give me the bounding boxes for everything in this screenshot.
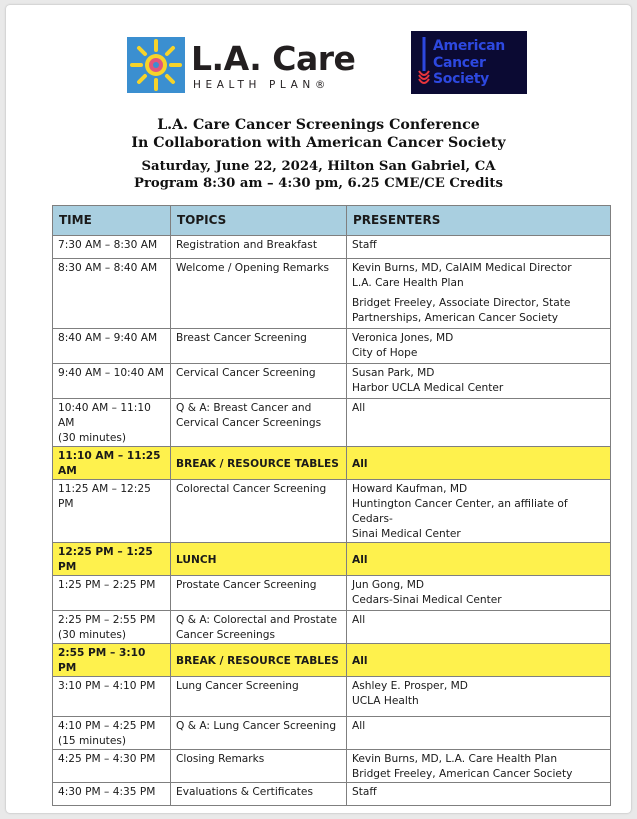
presenter-line: Bridget Freeley, American Cancer Society	[352, 768, 573, 780]
cell-presenters	[347, 644, 611, 677]
table-row	[53, 783, 611, 806]
table-row	[53, 750, 611, 783]
presenter-line: Veronica Jones, MD	[352, 332, 454, 344]
cell-presenters	[347, 611, 611, 644]
table-row	[53, 717, 611, 750]
cell-time	[53, 576, 171, 611]
presenter-line: Staff	[352, 239, 377, 251]
time-line: 1:25 PM – 2:25 PM	[58, 579, 156, 591]
cell-time	[53, 750, 171, 783]
topic-line: Q & A: Lung Cancer Screening	[176, 720, 337, 732]
table-row	[53, 480, 611, 543]
cell-time	[53, 717, 171, 750]
time-line: 2:55 PM – 3:10 PM	[58, 647, 146, 674]
topic-line: Breast Cancer Screening	[176, 332, 307, 344]
time-line: 9:40 AM – 10:40 AM	[58, 367, 164, 379]
cell-topic	[171, 399, 347, 447]
topic-line: Registration and Breakfast	[176, 239, 317, 251]
topic-line: Q & A: Colorectal and Prostate	[176, 614, 337, 626]
time-line: 2:25 PM – 2:55 PM	[58, 614, 156, 626]
time-line: (30 minutes)	[58, 629, 126, 641]
cell-topic	[171, 644, 347, 677]
table-row	[53, 677, 611, 717]
event-date-location: Saturday, June 22, 2024, Hilton San Gabriel, CA	[141, 159, 496, 174]
topic-line: Cervical Cancer Screening	[176, 367, 316, 379]
cell-topic	[171, 543, 347, 576]
topic-line: BREAK / RESOURCE TABLES	[176, 457, 339, 470]
la-care-wordmark: L.A. Care	[191, 39, 356, 78]
table-row	[53, 236, 611, 259]
presenter-line: City of Hope	[352, 347, 418, 359]
presenter-line: Susan Park, MD	[352, 367, 435, 379]
presenter-line: Kevin Burns, MD, L.A. Care Health Plan	[352, 753, 558, 765]
time-line: 8:30 AM – 8:40 AM	[58, 262, 158, 274]
cell-presenters	[347, 364, 611, 399]
time-line: (15 minutes)	[58, 735, 126, 747]
cell-presenters	[347, 447, 611, 480]
schedule-table	[52, 205, 611, 806]
presenter-line: Jun Gong, MD	[352, 579, 425, 591]
health-plan-wordmark: HEALTH PLAN®	[193, 79, 330, 91]
table-row	[53, 259, 611, 329]
acs-line-1: American	[433, 38, 505, 54]
header-time: TIME	[53, 206, 171, 236]
topic-line: Closing Remarks	[176, 753, 265, 765]
table-row	[53, 364, 611, 399]
cell-presenters	[347, 399, 611, 447]
cell-time	[53, 399, 171, 447]
header-topics: TOPICS	[171, 206, 347, 236]
topic-line: Cervical Cancer Screenings	[176, 417, 322, 429]
presenter-line: All	[352, 614, 366, 626]
sword-emblem-icon	[417, 37, 431, 87]
table-row	[53, 399, 611, 447]
cell-topic	[171, 236, 347, 259]
presenter-line: All	[352, 654, 368, 667]
cell-time	[53, 644, 171, 677]
cell-presenters	[347, 783, 611, 806]
cell-time	[53, 236, 171, 259]
table-row	[53, 329, 611, 364]
cell-topic	[171, 259, 347, 329]
presenter-line: Harbor UCLA Medical Center	[352, 382, 504, 394]
cell-time	[53, 611, 171, 644]
cell-topic	[171, 750, 347, 783]
topic-line: Q & A: Breast Cancer and	[176, 402, 312, 414]
acs-line-3: Society	[433, 71, 490, 87]
time-line: 7:30 AM – 8:30 AM	[58, 239, 158, 251]
cell-presenters	[347, 259, 611, 329]
time-line: 12:25 PM – 1:25 PM	[58, 546, 153, 573]
topic-line: BREAK / RESOURCE TABLES	[176, 654, 339, 667]
time-line: 8:40 AM – 9:40 AM	[58, 332, 158, 344]
sun-emblem-icon	[127, 37, 185, 93]
time-line: 10:40 AM – 11:10 AM	[58, 402, 151, 429]
topic-line: Evaluations & Certificates	[176, 786, 313, 798]
cell-topic	[171, 480, 347, 543]
presenter-line: Sinai Medical Center	[352, 528, 461, 540]
cell-topic	[171, 329, 347, 364]
conference-title: L.A. Care Cancer Screenings Conference	[157, 117, 480, 133]
presenter-line: All	[352, 457, 368, 470]
cell-time	[53, 677, 171, 717]
table-row	[53, 611, 611, 644]
table-row	[53, 576, 611, 611]
cell-presenters	[347, 236, 611, 259]
presenter-line: Huntington Cancer Center, an affiliate of Cedars-	[352, 498, 568, 525]
cell-topic	[171, 611, 347, 644]
cell-topic	[171, 576, 347, 611]
topic-line: Colorectal Cancer Screening	[176, 483, 327, 495]
presenter-line: Staff	[352, 786, 377, 798]
time-line: 4:10 PM – 4:25 PM	[58, 720, 156, 732]
cell-topic	[171, 447, 347, 480]
time-line: 11:10 AM – 11:25 AM	[58, 450, 161, 477]
header-presenters: PRESENTERS	[347, 206, 611, 236]
table-row	[53, 543, 611, 576]
table-header-row	[53, 206, 611, 236]
cell-presenters	[347, 543, 611, 576]
topic-line: Prostate Cancer Screening	[176, 579, 317, 591]
schedule-body	[53, 236, 611, 806]
cell-time	[53, 447, 171, 480]
acs-line-2: Cancer	[433, 54, 486, 71]
american-cancer-society-logo	[411, 31, 527, 94]
presenter-line: All	[352, 553, 368, 566]
program-hours-credits: Program 8:30 am – 4:30 pm, 6.25 CME/CE Credits	[134, 176, 503, 191]
cell-time	[53, 783, 171, 806]
cell-topic	[171, 677, 347, 717]
cell-presenters	[347, 576, 611, 611]
presenter-line: Howard Kaufman, MD	[352, 483, 468, 495]
cell-time	[53, 480, 171, 543]
cell-topic	[171, 364, 347, 399]
presenter-line: All	[352, 720, 366, 732]
time-line: 4:30 PM – 4:35 PM	[58, 786, 156, 798]
cell-topic	[171, 783, 347, 806]
cell-topic	[171, 717, 347, 750]
la-care-logo	[127, 37, 356, 97]
topic-line: LUNCH	[176, 553, 217, 566]
cell-time	[53, 259, 171, 329]
presenter-line: L.A. Care Health Plan	[352, 277, 464, 289]
table-row	[53, 447, 611, 480]
cell-time	[53, 543, 171, 576]
cell-time	[53, 329, 171, 364]
time-line: (30 minutes)	[58, 432, 126, 444]
topic-line: Welcome / Opening Remarks	[176, 262, 330, 274]
presenter-line: Cedars-Sinai Medical Center	[352, 594, 502, 606]
topic-line: Cancer Screenings	[176, 629, 275, 641]
cell-presenters	[347, 717, 611, 750]
presenter-line: Partnerships, American Cancer Society	[352, 312, 559, 324]
presenter-line: All	[352, 402, 366, 414]
time-line: 3:10 PM – 4:10 PM	[58, 680, 156, 692]
time-line: 11:25 AM – 12:25 PM	[58, 483, 151, 510]
presenter-line: Ashley E. Prosper, MD	[352, 680, 468, 692]
conference-subtitle: In Collaboration with American Cancer Society	[131, 135, 506, 151]
cell-presenters	[347, 750, 611, 783]
cell-time	[53, 364, 171, 399]
presenter-line: UCLA Health	[352, 695, 419, 707]
presenter-line: Bridget Freeley, Associate Director, State	[352, 297, 571, 309]
cell-presenters	[347, 329, 611, 364]
topic-line: Lung Cancer Screening	[176, 680, 299, 692]
cell-presenters	[347, 480, 611, 543]
time-line: 4:25 PM – 4:30 PM	[58, 753, 156, 765]
presenter-line: Kevin Burns, MD, CalAIM Medical Director	[352, 262, 572, 274]
table-row	[53, 644, 611, 677]
cell-presenters	[347, 677, 611, 717]
